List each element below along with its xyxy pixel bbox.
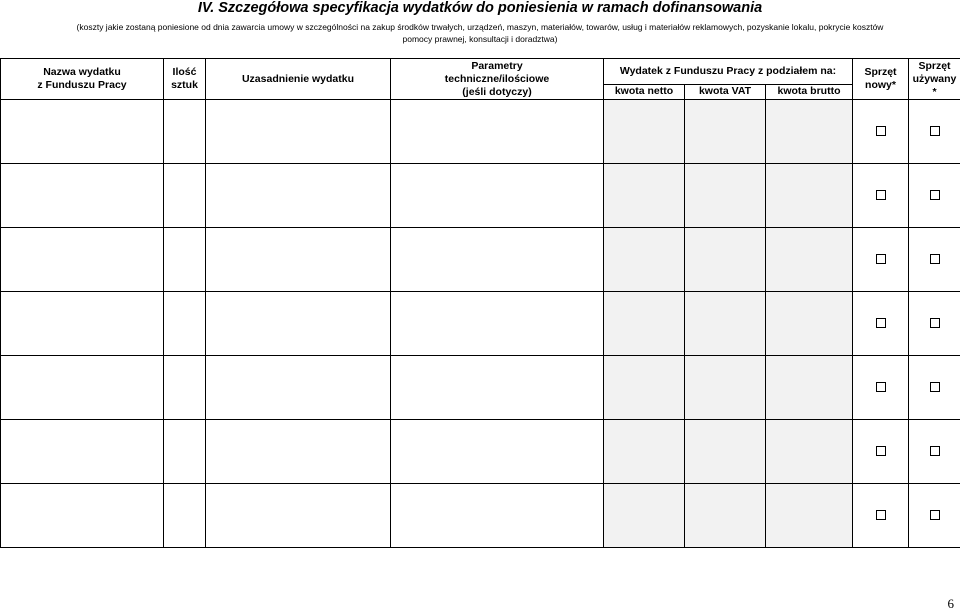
table-row xyxy=(1,420,960,484)
header-gross-amount: kwota brutto xyxy=(766,84,853,99)
header-justification: Uzasadnienie wydatku xyxy=(206,59,391,100)
new-equipment-cell xyxy=(853,420,909,484)
justification-cell[interactable] xyxy=(206,356,391,420)
quantity-cell[interactable] xyxy=(164,228,206,292)
gross-amount-cell[interactable] xyxy=(766,100,853,164)
vat-amount-cell[interactable] xyxy=(685,356,766,420)
gross-amount-cell[interactable] xyxy=(766,164,853,228)
justification-cell[interactable] xyxy=(206,228,391,292)
justification-cell[interactable] xyxy=(206,420,391,484)
header-net-amount: kwota netto xyxy=(604,84,685,99)
vat-amount-cell[interactable] xyxy=(685,100,766,164)
used-equipment-checkbox[interactable] xyxy=(930,190,940,200)
header-expense-name: Nazwa wydatku z Funduszu Pracy xyxy=(1,59,164,100)
table-row xyxy=(1,228,960,292)
table-row xyxy=(1,292,960,356)
table-row xyxy=(1,484,960,548)
expense-rows xyxy=(1,100,960,548)
used-equipment-checkbox[interactable] xyxy=(930,510,940,520)
net-amount-cell[interactable] xyxy=(604,100,685,164)
quantity-cell[interactable] xyxy=(164,356,206,420)
header-used-equipment: Sprzęt używany * xyxy=(909,59,960,100)
header-expense-breakdown: Wydatek z Funduszu Pracy z podziałem na: xyxy=(604,59,853,85)
expense-name-cell[interactable] xyxy=(1,164,164,228)
justification-cell[interactable] xyxy=(206,100,391,164)
new-equipment-cell xyxy=(853,100,909,164)
gross-amount-cell[interactable] xyxy=(766,484,853,548)
parameters-cell[interactable] xyxy=(391,420,604,484)
new-equipment-checkbox[interactable] xyxy=(876,446,886,456)
net-amount-cell[interactable] xyxy=(604,356,685,420)
gross-amount-cell[interactable] xyxy=(766,228,853,292)
used-equipment-cell xyxy=(909,484,960,548)
vat-amount-cell[interactable] xyxy=(685,228,766,292)
new-equipment-checkbox[interactable] xyxy=(876,254,886,264)
new-equipment-cell xyxy=(853,164,909,228)
parameters-cell[interactable] xyxy=(391,484,604,548)
used-equipment-checkbox[interactable] xyxy=(930,254,940,264)
net-amount-cell[interactable] xyxy=(604,228,685,292)
gross-amount-cell[interactable] xyxy=(766,420,853,484)
used-equipment-cell xyxy=(909,292,960,356)
justification-cell[interactable] xyxy=(206,484,391,548)
table-row xyxy=(1,100,960,164)
header-parameters: Parametry techniczne/ilościowe (jeśli dotyczy) xyxy=(391,59,604,100)
net-amount-cell[interactable] xyxy=(604,292,685,356)
used-equipment-cell xyxy=(909,356,960,420)
quantity-cell[interactable] xyxy=(164,420,206,484)
parameters-cell[interactable] xyxy=(391,356,604,420)
new-equipment-cell xyxy=(853,356,909,420)
new-equipment-cell xyxy=(853,228,909,292)
quantity-cell[interactable] xyxy=(164,100,206,164)
expense-name-cell[interactable] xyxy=(1,420,164,484)
used-equipment-checkbox[interactable] xyxy=(930,126,940,136)
vat-amount-cell[interactable] xyxy=(685,484,766,548)
quantity-cell[interactable] xyxy=(164,292,206,356)
vat-amount-cell[interactable] xyxy=(685,420,766,484)
used-equipment-cell xyxy=(909,420,960,484)
net-amount-cell[interactable] xyxy=(604,164,685,228)
page-title: IV. Szczegółowa specyfikacja wydatków do poniesienia w ramach dofinansowania xyxy=(197,0,763,16)
new-equipment-cell xyxy=(853,484,909,548)
table-row xyxy=(1,356,960,420)
net-amount-cell[interactable] xyxy=(604,420,685,484)
new-equipment-checkbox[interactable] xyxy=(876,318,886,328)
title-note xyxy=(28,21,932,45)
justification-cell[interactable] xyxy=(206,164,391,228)
expense-name-cell[interactable] xyxy=(1,356,164,420)
used-equipment-checkbox[interactable] xyxy=(930,382,940,392)
quantity-cell[interactable] xyxy=(164,484,206,548)
header-vat-amount: kwota VAT xyxy=(685,84,766,99)
quantity-cell[interactable] xyxy=(164,164,206,228)
parameters-cell[interactable] xyxy=(391,164,604,228)
gross-amount-cell[interactable] xyxy=(766,356,853,420)
used-equipment-checkbox[interactable] xyxy=(930,446,940,456)
table-row xyxy=(1,164,960,228)
title-note-line1: (koszty jakie zostaną poniesione od dnia zawarcia umowy w szczególności na zakup środków trwałych, urządzeń, maszyn, materiałów, towarów, usług i materiałów reklamowych, pozyskanie lokalu, pokrycie kosztów xyxy=(76,22,884,32)
title-note-line2: pomocy prawnej, konsultacji i doradztwa) xyxy=(402,34,558,44)
parameters-cell[interactable] xyxy=(391,292,604,356)
vat-amount-cell[interactable] xyxy=(685,292,766,356)
new-equipment-checkbox[interactable] xyxy=(876,510,886,520)
gross-amount-cell[interactable] xyxy=(766,292,853,356)
header-quantity: Ilość sztuk xyxy=(164,59,206,100)
new-equipment-cell xyxy=(853,292,909,356)
expense-name-cell[interactable] xyxy=(1,100,164,164)
used-equipment-cell xyxy=(909,164,960,228)
parameters-cell[interactable] xyxy=(391,228,604,292)
expense-table xyxy=(0,58,960,548)
new-equipment-checkbox[interactable] xyxy=(876,190,886,200)
parameters-cell[interactable] xyxy=(391,100,604,164)
used-equipment-checkbox[interactable] xyxy=(930,318,940,328)
expense-name-cell[interactable] xyxy=(1,292,164,356)
expense-name-cell[interactable] xyxy=(1,228,164,292)
used-equipment-cell xyxy=(909,228,960,292)
new-equipment-checkbox[interactable] xyxy=(876,382,886,392)
new-equipment-checkbox[interactable] xyxy=(876,126,886,136)
used-equipment-cell xyxy=(909,100,960,164)
page-number: 6 xyxy=(947,596,954,611)
header-new-equipment: Sprzęt nowy* xyxy=(853,59,909,100)
expense-name-cell[interactable] xyxy=(1,484,164,548)
justification-cell[interactable] xyxy=(206,292,391,356)
net-amount-cell[interactable] xyxy=(604,484,685,548)
vat-amount-cell[interactable] xyxy=(685,164,766,228)
